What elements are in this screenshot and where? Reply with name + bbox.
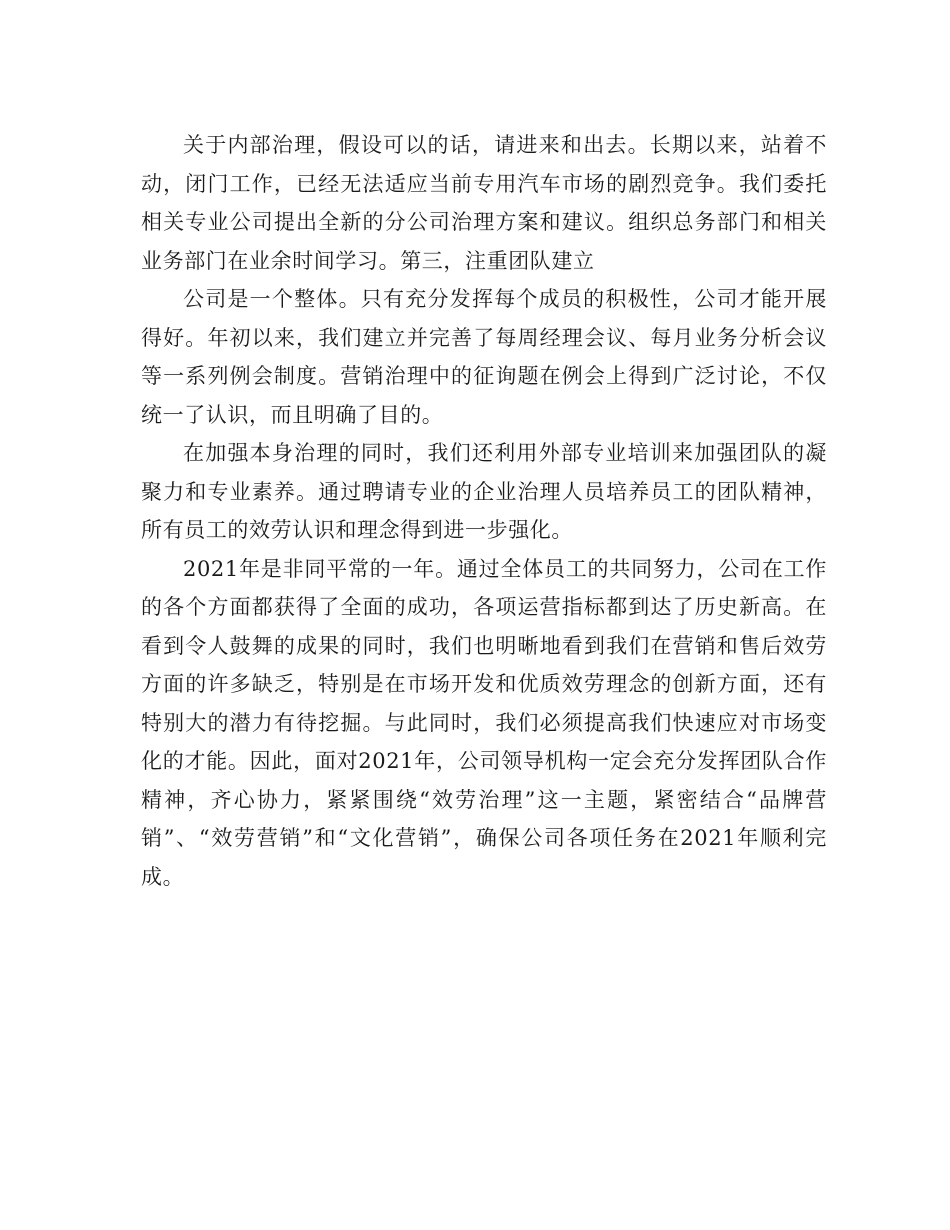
document-body [141,126,827,896]
paragraph-year-summary: 2021年是非同平常的一年。通过全体员工的共同努力，公司在工作的各个方面都获得了全面的成功，各项运营指标都到达了历史新高。在看到令人鼓舞的成果的同时，我们也明晰地看到我们在营销和售后效劳方面的许多缺乏，特别是在市场开发和优质效劳理念的创新方面，还有特别大的潜力有待挖掘。与此同时，我们必须提高我们快速应对市场变化的才能。因此，面对2021年，公司领导机构一定会充分发挥团队合作精神，齐心协力，紧紧围绕“效劳治理”这一主题，紧密结合“品牌营销”、“效劳营销”和“文化营销”，确保公司各项任务在2021年顺利完成。 [141,556,827,889]
paragraph-internal-management: 关于内部治理，假设可以的话，请进来和出去。长期以来，站着不动，闭门工作，已经无法适应当前专用汽车市场的剧烈竞争。我们委托相关专业公司提出全新的分公司治理方案和建议。组织总务部门和相关业务部门在业余时间学习。第三，注重团队建立 [141,133,827,273]
paragraph-company-whole: 公司是一个整体。只有充分发挥每个成员的积极性，公司才能开展得好。年初以来，我们建立并完善了每周经理会议、每月业务分析会议等一系列例会制度。营销治理中的征询题在例会上得到广泛讨论，不仅统一了认识，而且明确了目的。 [141,287,827,427]
paragraph-team-training: 在加强本身治理的同时，我们还利用外部专业培训来加强团队的凝聚力和专业素养。通过聘请专业的企业治理人员培养员工的团队精神，所有员工的效劳认识和理念得到进一步强化。 [141,441,827,542]
